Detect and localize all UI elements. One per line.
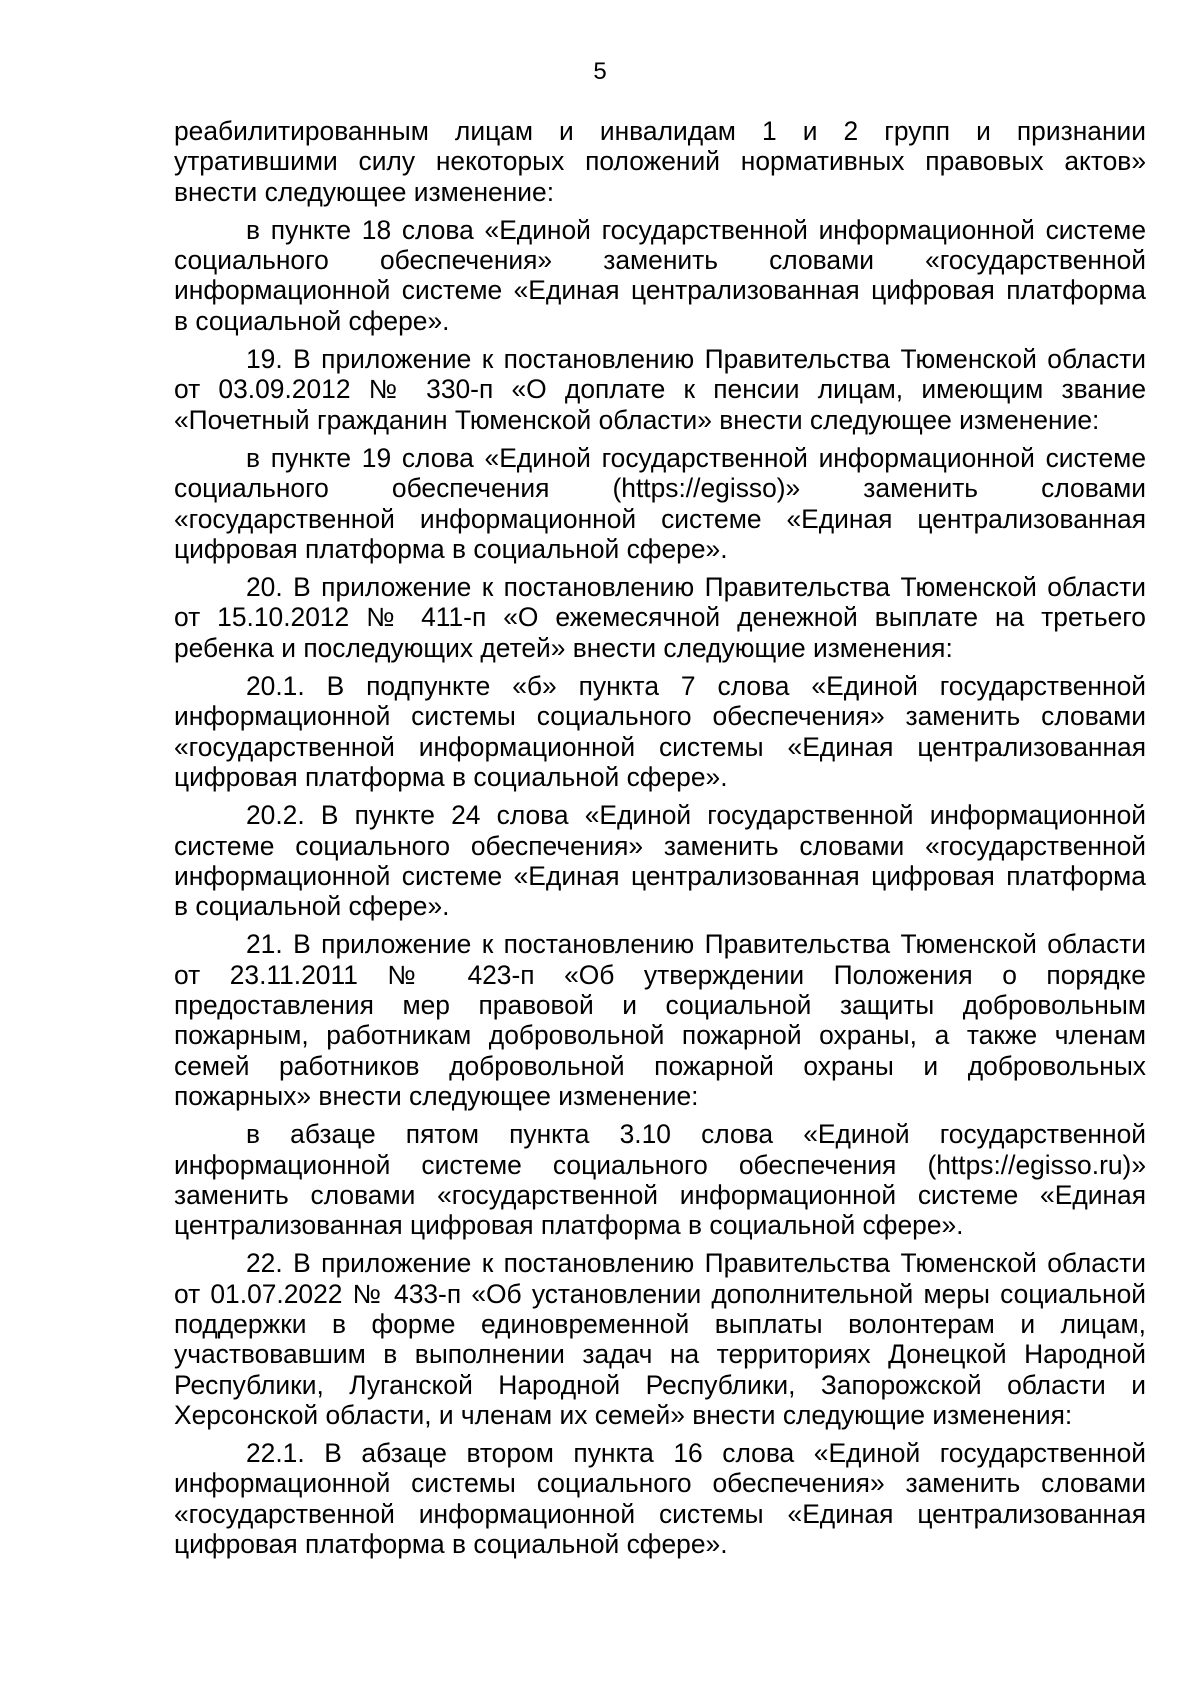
- paragraph-item-18-change: в пункте 18 слова «Единой государственной информационной системе социального обеспечения» заменить словами «государственной информационной системе «Единая централизованная цифровая платформа в социальной сфере».: [174, 214, 1146, 336]
- paragraph-continuation: реабилитированным лицам и инвалидам 1 и 2 групп и признании утратившими силу некоторых положений нормативных правовых актов» внести следующее изменение:: [174, 116, 1146, 207]
- paragraph-item-22: 22. В приложение к постановлению Правительства Тюменской области от 01.07.2022 № 433-п «Об установлении дополнительной меры социальной поддержки в форме единовременной выплаты волонтерам и лицам, участвовавшим в выполнении задач на территориях Донецкой Народной Республики, Луганской Народной Республики, Запорожской области и Херсонской области, и членам их семей» внести следующие изменения:: [174, 1248, 1146, 1430]
- paragraph-item-19: 19. В приложение к постановлению Правительства Тюменской области от 03.09.2012 № 330-п «О доплате к пенсии лицам, имеющим звание «Почетный гражданин Тюменской области» внести следующее изменение:: [174, 344, 1146, 435]
- paragraph-item-20: 20. В приложение к постановлению Правительства Тюменской области от 15.10.2012 № 411-п «О ежемесячной денежной выплате на третьего ребенка и последующих детей» внести следующие изменения:: [174, 572, 1146, 663]
- paragraph-item-22-1: 22.1. В абзаце втором пункта 16 слова «Единой государственной информационной системы социального обеспечения» заменить словами «государственной информационной системы «Единая централизованная цифровая платформа в социальной сфере».: [174, 1438, 1146, 1560]
- page-number: 5: [593, 58, 607, 85]
- document-body: [174, 116, 1146, 1567]
- paragraph-item-21: 21. В приложение к постановлению Правительства Тюменской области от 23.11.2011 № 423-п «Об утверждении Положения о порядке предоставления мер правовой и социальной защиты добровольным пожарным, работникам добровольной пожарной охраны, а также членам семей работников добровольной пожарной охраны и добровольных пожарных» внести следующее изменение:: [174, 929, 1146, 1111]
- paragraph-item-20-1: 20.1. В подпункте «б» пункта 7 слова «Единой государственной информационной системы социального обеспечения» заменить словами «государственной информационной системы «Единая централизованная цифровая платформа в социальной сфере».: [174, 671, 1146, 792]
- paragraph-item-20-2: 20.2. В пункте 24 слова «Единой государственной информационной системе социального обеспечения» заменить словами «государственной информационной системе «Единая централизованная цифровая платформа в социальной сфере».: [174, 800, 1146, 922]
- paragraph-item-19-change: в пункте 19 слова «Единой государственной информационной системе социального обеспечения (https://egisso)» заменить словами «государственной информационной системе «Единая централизованная цифровая платформа в социальной сфере».: [174, 442, 1146, 564]
- paragraph-item-21-change: в абзаце пятом пункта 3.10 слова «Единой государственной информационной системе социального обеспечения (https://egisso.ru)» заменить словами «государственной информационной системе «Единая централизованная цифровая платформа в социальной сфере».: [174, 1119, 1146, 1241]
